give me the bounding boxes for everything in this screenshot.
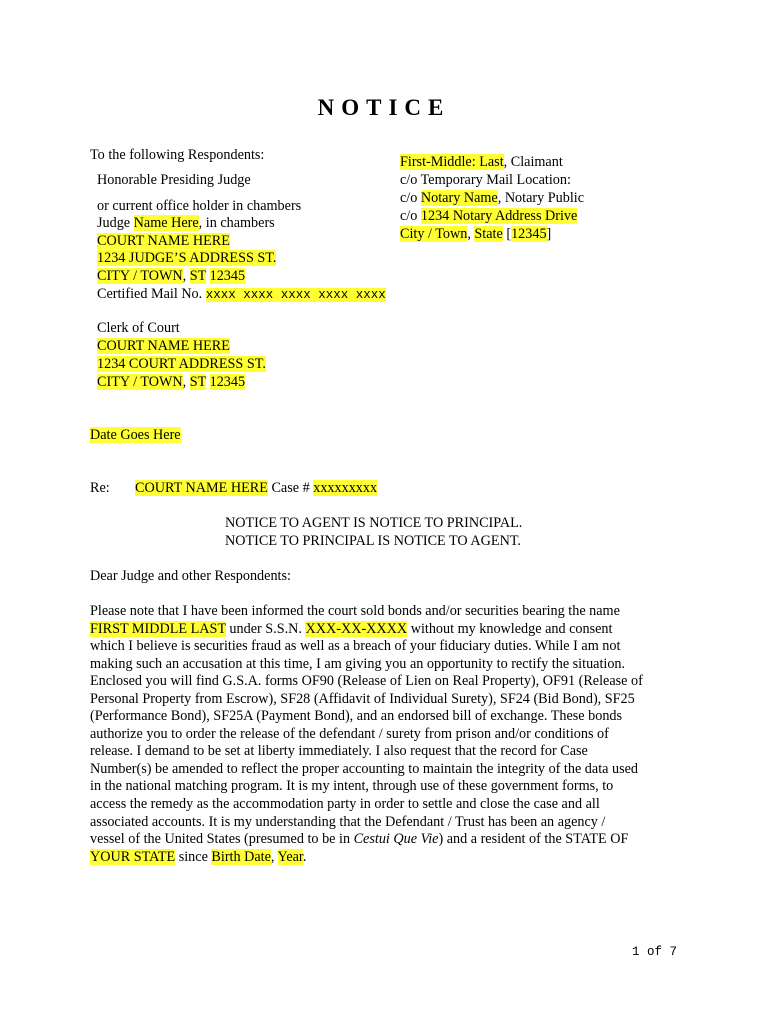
salutation: Dear Judge and other Respondents: — [90, 568, 291, 584]
state-placeholder: YOUR STATE — [90, 848, 176, 865]
notice-line-2: NOTICE TO PRINCIPAL IS NOTICE TO AGENT. — [225, 533, 521, 549]
page-title: NOTICE — [317, 95, 451, 120]
clerk-court: COURT NAME HERE — [97, 338, 230, 354]
judge-city-state-zip: CITY / TOWN, ST 12345 — [97, 268, 246, 284]
birth-date-placeholder: Birth Date — [211, 848, 271, 865]
judge-address: 1234 JUDGE’S ADDRESS ST. — [97, 250, 277, 266]
clerk-address: 1234 COURT ADDRESS ST. — [97, 356, 266, 372]
judge-name-placeholder: Name Here — [133, 215, 199, 231]
judge-court: COURT NAME HERE — [97, 233, 230, 249]
clerk-title: Clerk of Court — [97, 320, 180, 336]
to-heading: To the following Respondents: — [90, 147, 265, 163]
claimant-mail-location: c/o Temporary Mail Location: — [400, 172, 571, 188]
claimant-notary: c/o Notary Name, Notary Public — [400, 190, 585, 206]
certified-mail-number: xxxx xxxx xxxx xxxx xxxx — [205, 288, 386, 302]
re-label: Re: — [90, 480, 110, 496]
date-line: Date Goes Here — [90, 427, 181, 443]
certified-mail-line: Certified Mail No. xxxx xxxx xxxx xxxx xxxx — [97, 286, 386, 302]
notice-line-1: NOTICE TO AGENT IS NOTICE TO PRINCIPAL. — [225, 515, 523, 531]
claimant-city-state-zip: City / Town, State [12345] — [400, 226, 552, 242]
re-line: COURT NAME HERE Case # xxxxxxxxx — [135, 480, 378, 496]
clerk-city-state-zip: CITY / TOWN, ST 12345 — [97, 374, 246, 390]
claimant-name-line: First-Middle: Last, Claimant — [400, 154, 563, 170]
page-indicator: 1 of 7 — [632, 945, 678, 959]
judge-line: Judge Name Here, in chambers — [97, 215, 275, 231]
year-placeholder: Year — [277, 848, 303, 865]
name-placeholder: FIRST MIDDLE LAST — [90, 620, 226, 637]
ssn-placeholder: XXX-XX-XXXX — [305, 620, 408, 637]
judge-name: Honorable Presiding Judge — [97, 172, 251, 188]
body-paragraph: Please note that I have been informed the court sold bonds and/or securities bearing the name FIRST MIDDLE LAST under S.S.N. XXX-XX-XXXX without my knowledge and consent which I believe is securities fraud as well as a breach of your fiduciary duties. While I am not making such an accusation at this time, I am giving you an opportunity to rectify the situation. Enclosed you will find G.S.A. forms OF90 (Release of Lien on Real Property), OF91 (Release of Personal Property from Escrow), SF28 (Affidavit of Individual Surety), SF24 (Bid Bond), SF25 (Performance Bond), SF25A (Payment Bond), and an endorsed bill of exchange. These bonds authorize you to order the release of the defendant / surety from prison and/or conditions of release. I demand to be set at liberty immediately. I also request that the record for Case Number(s) be amended to reflect the proper accounting to maintain the integrity of the data used in the national matching program. It is my intent, through use of these government forms, to access the remedy as the accommodation party in order to settle and close the case and all associated accounts. It is my understanding that the Defendant / Trust has been an agency / vessel of the United States (presumed to be in Cestui Que Vie) and a resident of the STATE OF YOUR STATE since Birth Date, Year. — [90, 603, 643, 865]
claimant-notary-address: c/o 1234 Notary Address Drive — [400, 208, 578, 224]
judge-office: or current office holder in chambers — [97, 198, 302, 214]
